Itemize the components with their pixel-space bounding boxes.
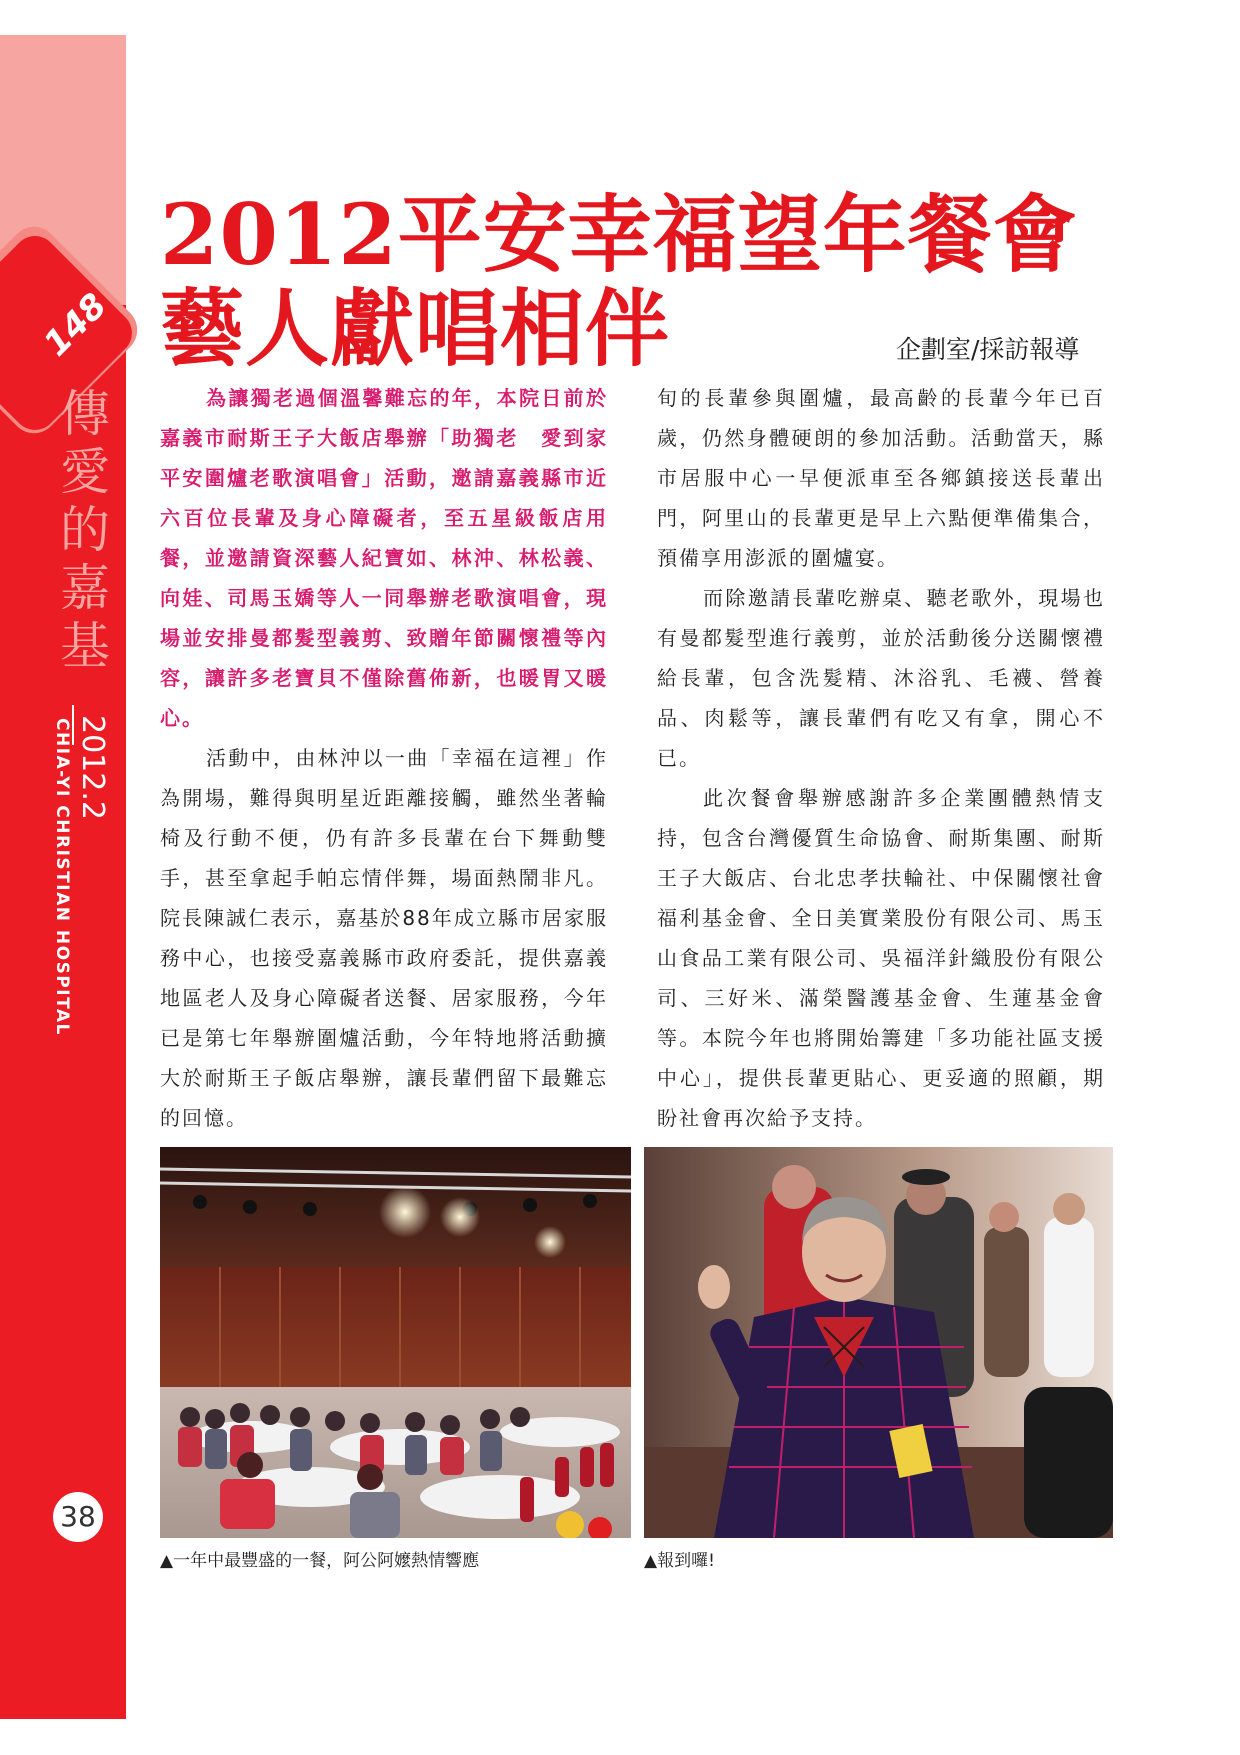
body-paragraph: 旬的長輩參與圍爐，最高齡的長輩今年已百歲，仍然身體硬朗的參加活動。活動當天，縣市居服中心一早便派車至各鄉鎮接送長輩出門，阿里山的長輩更是早上六點便準備集合，預備享用澎派的圍爐宴。 [657, 386, 1105, 570]
magazine-title-char: 愛 [60, 443, 110, 501]
page-number: 38 [53, 1492, 103, 1542]
body-paragraph: 活動中，由林沖以一曲「幸福在這裡」作為開場，難得與明星近距離接觸，雖然坐著輪椅及行動不便，仍有許多長輩在台下舞動雙手，甚至拿起手帕忘情伴舞，場面熱鬧非凡。院長陳誠仁表示，嘉基於88年成立縣市居家服務中心，也接受嘉義縣市政府委託，提供嘉義地區老人及身心障礙者送餐、居家服務，今年已是第七年舉辦圍爐活動，今年特地將活動擴大於耐斯王子飯店舉辦，讓長輩們留下最難忘的回憶。 [160, 746, 608, 1130]
article-title-line1: 2012平安幸福望年餐會 [160, 185, 1078, 284]
photo-caption: ▲報到囉! [644, 1551, 715, 1571]
article-byline: 企劃室/採訪報導 [896, 335, 1080, 364]
article-column-left [160, 378, 630, 1178]
sidebar-divider [72, 705, 74, 745]
banquet-hall-photo [160, 1147, 631, 1538]
body-paragraph: 而除邀請長輩吃辦桌、聽老歌外，現場也有曼都髮型進行義剪，並於活動後分送關懷禮給長輩，包含洗髮精、沐浴乳、毛襪、營養品、肉鬆等，讓長輩們有吃又有拿，開心不已。 [657, 586, 1105, 770]
lead-paragraph: 為讓獨老過個溫馨難忘的年，本院日前於嘉義市耐斯王子大飯店舉辦「助獨老 愛到家 平安圍爐老歌演唱會」活動，邀請嘉義縣市近六百位長輩及身心障礙者，至五星級飯店用餐，並邀請資深藝人紀寶如、林沖、林松義、向娃、司馬玉嬌等人一同舉辦老歌演唱會，現場並安排曼都髮型義剪、致贈年節關懷禮等內容，讓許多老寶貝不僅除舊佈新，也暖胃又暖心。 [160, 386, 630, 730]
photo-caption: ▲一年中最豐盛的一餐，阿公阿嬤熱情響應 [160, 1551, 480, 1571]
magazine-title-char: 嘉 [60, 559, 110, 617]
article-title-line2: 藝人獻唱相伴 [160, 279, 671, 378]
issue-date: 2012.2 [75, 715, 110, 820]
magazine-title [55, 385, 115, 675]
issue-number: 148 [36, 285, 115, 365]
magazine-title-char: 的 [60, 501, 110, 559]
magazine-title-char: 基 [60, 617, 110, 675]
body-paragraph: 此次餐會舉辦感謝許多企業團體熱情支持，包含台灣優質生命協會、耐斯集團、耐斯王子大飯店、台北忠孝扶輪社、中保關懷社會福利基金會、全日美實業股份有限公司、馬玉山食品工業有限公司、吳福洋針織股份有限公司、三好米、滿榮醫護基金會、生蓮基金會等。本院今年也將開始籌建「多功能社區支援中心」，提供長輩更貼心、更妥適的照顧，期盼社會再次給予支持。 [657, 786, 1105, 1130]
magazine-title-char: 傳 [60, 385, 110, 443]
hospital-name: CHIA-YI CHRISTIAN HOSPITAL [52, 718, 72, 1036]
check-in-photo [644, 1147, 1113, 1538]
article-column-right [657, 378, 1105, 1138]
